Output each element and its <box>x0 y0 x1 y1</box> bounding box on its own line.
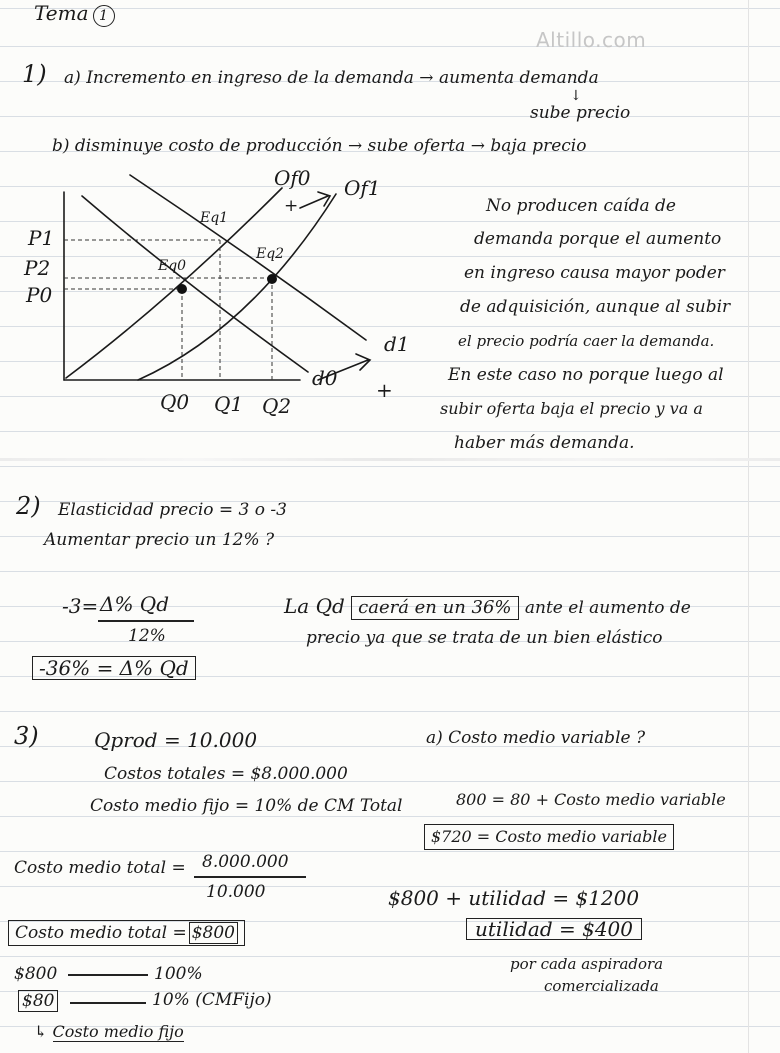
q3-r2-right: 10% (CMFijo) <box>152 990 272 1010</box>
q2-eq-lhs: -3= <box>62 594 99 618</box>
label-q1: Q1 <box>214 392 244 416</box>
note-line: En este caso no porque luego al <box>448 365 724 385</box>
arrow-of-shift <box>300 192 330 208</box>
q2-line2: Aumentar precio un 12% ? <box>44 530 275 550</box>
q3-cmt-value-box: $800 <box>189 922 238 944</box>
demand-d0 <box>82 196 308 372</box>
q3b-result-box: utilidad = $400 <box>466 918 642 940</box>
note-line: de adquisición, aunque al subir <box>460 297 731 317</box>
q2-number: 2) <box>16 492 41 520</box>
q3a-result-box: $720 = Costo medio variable <box>424 824 674 850</box>
q3-cmt-label: Costo medio total = <box>14 858 186 878</box>
q1b-text: disminuye costo de producción <box>74 136 343 156</box>
label-d0: d0 <box>312 366 338 390</box>
q1a-text: Incremento en ingreso de la demanda <box>86 68 414 88</box>
label-of1: Of1 <box>344 176 381 200</box>
q1a-down-arrow: ↓ <box>570 88 582 104</box>
q1-number: 1) <box>22 60 47 88</box>
q2-line1: Elasticidad precio = 3 o -3 <box>58 500 287 520</box>
label-q2: Q2 <box>262 394 292 418</box>
label-eq2: Eq2 <box>256 246 285 262</box>
q2-result-box: -36% = Δ% Qd <box>32 656 196 680</box>
note-line: No producen caída de <box>486 196 676 216</box>
q2-eq-num: Δ% Qd <box>100 592 170 616</box>
q3-r1-right: 100% <box>154 964 203 984</box>
q3-cmf: Costo medio fijo = 10% de CM Total <box>90 796 403 816</box>
q3a-eq: 800 = 80 + Costo medio variable <box>456 790 726 809</box>
q2-concl-box: caerá en un 36% <box>351 596 518 620</box>
label-d1: d1 <box>384 332 410 356</box>
q3-r3-arrow: ↳ <box>34 1022 48 1041</box>
watermark: Altillo.com <box>536 28 647 52</box>
q3-number: 3) <box>14 722 39 750</box>
q1b-result: baja precio <box>490 136 587 156</box>
q3-cmt-num: 8.000.000 <box>202 852 289 872</box>
q2-concl-line2: precio ya que se trata de un bien elástico <box>306 628 663 648</box>
q3-cmt-den: 10.000 <box>206 882 266 902</box>
q1b-arrow2: → <box>470 136 485 156</box>
q3-cmt-result-text: Costo medio total = <box>15 923 187 943</box>
note-line: subir oferta baja el precio y va a <box>440 399 703 418</box>
q3-r2-line <box>70 1002 146 1004</box>
label-p2: P2 <box>24 256 51 280</box>
eq2-point <box>267 274 277 284</box>
q3-r2-left <box>18 990 58 1012</box>
q3a-title: a) Costo medio variable ? <box>426 728 646 748</box>
label-p0: P0 <box>26 283 53 307</box>
q1a-result: aumenta demanda <box>438 68 599 88</box>
eq0-point <box>177 284 187 294</box>
q2-result <box>32 656 196 680</box>
q3a-result <box>424 824 674 850</box>
label-plus-of: + <box>284 196 299 216</box>
q3-cmt-result <box>8 920 245 946</box>
label-plus-d: + <box>376 378 393 402</box>
title-number: 1 <box>93 5 115 27</box>
q2-concl-post: ante el aumento de <box>524 598 691 618</box>
q1b-label: b) <box>52 136 70 156</box>
q1a-arrow: → <box>419 68 434 88</box>
note-line: en ingreso causa mayor poder <box>464 263 725 283</box>
q3-r3-text: Costo medio fijo <box>52 1022 184 1041</box>
q3-qprod: Qprod = 10.000 <box>94 728 258 752</box>
q2-conclusion <box>284 596 691 620</box>
supply-of0 <box>66 188 285 378</box>
label-p1: P1 <box>28 226 55 250</box>
q3b-note2: comercializada <box>544 977 659 995</box>
label-q0: Q0 <box>160 390 190 414</box>
label-of0: Of0 <box>274 166 311 190</box>
q3-r3 <box>34 1022 184 1042</box>
q1b-mid: sube oferta <box>367 136 466 156</box>
q2-frac-line <box>98 620 194 622</box>
q1b-arrow1: → <box>347 136 363 156</box>
q2-concl-pre: La Qd <box>284 594 345 618</box>
q3b-eq: $800 + utilidad = $1200 <box>388 886 640 910</box>
q1a-sub: sube precio <box>530 103 631 123</box>
label-eq1: Eq1 <box>200 210 229 226</box>
q3b-note1: por cada aspiradora <box>510 955 664 973</box>
q3b-result <box>466 918 642 940</box>
q1a-label: a) <box>64 68 81 88</box>
q3-r1-left: $800 <box>14 964 58 984</box>
note-line: el precio podría caer la demanda. <box>458 332 715 350</box>
q3-frac-line <box>194 876 306 878</box>
q2-eq-den: 12% <box>128 626 166 646</box>
title-text: Tema <box>34 1 89 25</box>
q3-cmt-result-box <box>8 920 245 946</box>
supply-of1 <box>138 194 336 380</box>
q3-costos: Costos totales = $8.000.000 <box>104 764 348 784</box>
note-line: demanda porque el aumento <box>474 229 722 249</box>
label-eq0: Eq0 <box>158 258 187 274</box>
q1-note <box>440 196 750 453</box>
note-line: haber más demanda. <box>454 433 635 453</box>
q3-r1-line <box>68 974 148 976</box>
q3-r2-box: $80 <box>18 990 58 1012</box>
